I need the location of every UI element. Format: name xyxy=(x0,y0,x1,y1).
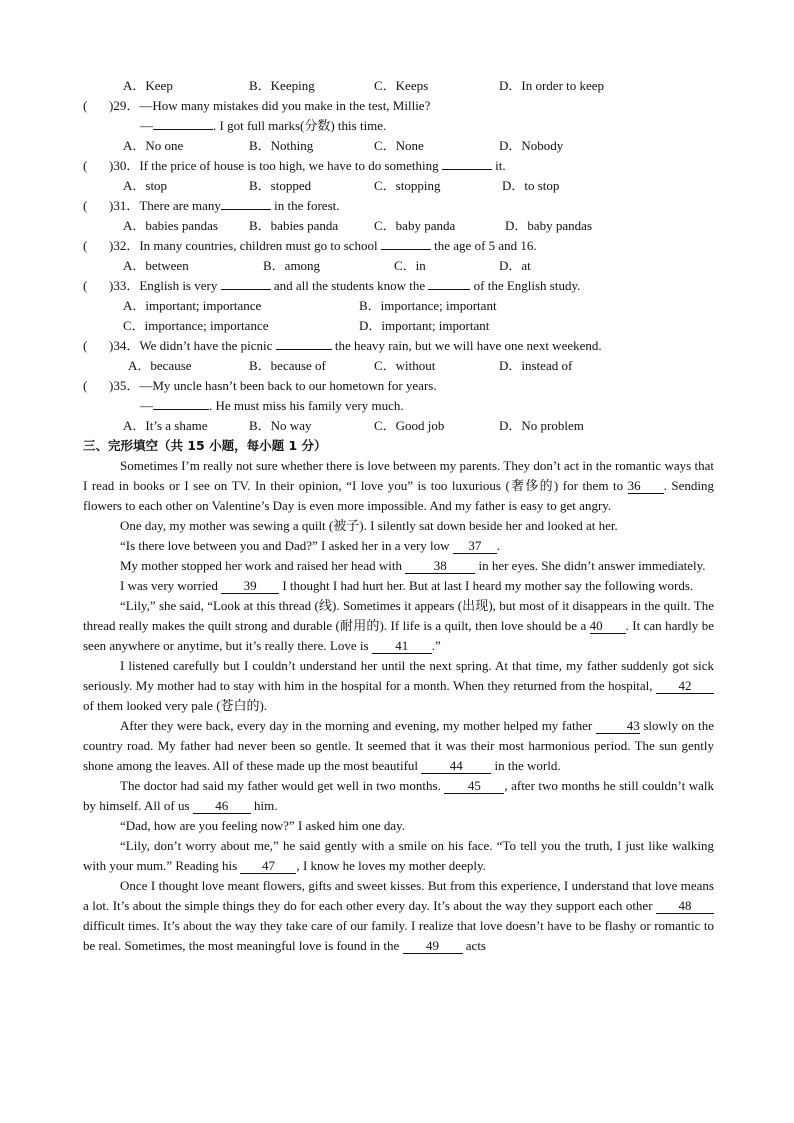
passage-paragraph: Once I thought love meant flowers, gifts and sweet kisses. But from this experience, I understand that love means a lot. It’s about the simple things they do for each other every day. It’s about the way they support each other 48 difficult times. It’s about the way they take care of our family. I realize that love doesn’t have to be flashy or romantic to be real. Sometimes, the most meaningful love is found in the 49 acts xyxy=(83,878,714,953)
q32-option-c: C．in xyxy=(394,258,426,273)
q33-options-cd xyxy=(83,316,714,336)
question-text: and all the students know the xyxy=(270,278,429,293)
q35-line2 xyxy=(83,396,714,416)
q33-option-d: D．important; important xyxy=(359,318,490,333)
q33-option-c: C．importance; importance xyxy=(123,318,269,333)
answer-paren: ( xyxy=(83,198,88,213)
answer-blank xyxy=(221,209,271,210)
passage-paragraph: “Is there love between you and Dad?” I asked her in a very low 37 . xyxy=(120,538,501,553)
q34-option-b: B．because of xyxy=(249,358,326,373)
passage-paragraph: I was very worried 39 I thought I had hurt her. But at last I heard my mother say the following words. xyxy=(120,578,694,593)
q31-option-b: B．babies panda xyxy=(249,218,339,233)
q35-option-a: A．It’s a shame xyxy=(123,418,208,433)
question-text: —How many mistakes did you make in the test, Millie? xyxy=(139,98,431,113)
exam-page xyxy=(83,76,714,956)
q34-option-a: A．because xyxy=(128,358,192,373)
passage-paragraph: “Lily,” she said, “Look at this thread (线). Sometimes it appears (出现), but most of it disappears in the quilt. The thread really makes the quilt strong and durable (耐用的). If life is a quilt, then love should be a 40 . It can hardly be seen anywhere or anytime, but it’s really there. Love is 41 .” xyxy=(83,598,714,653)
q29-option-b: B．Nothing xyxy=(249,138,314,153)
question-text: There are many xyxy=(139,198,221,213)
question-number: )31． xyxy=(109,198,140,213)
passage-paragraph: My mother stopped her work and raised her head with 38 in her eyes. She didn’t answer immediately. xyxy=(120,558,706,573)
dash: — xyxy=(140,398,153,413)
passage-paragraph: “Lily, don’t worry about me,” he said gently with a smile on his face. “To tell you the truth, I just like walking with your mum.” Reading his 47 , I know he loves my mother deeply. xyxy=(83,838,714,873)
q33-option-b: B．importance; important xyxy=(359,298,497,313)
question-text: We didn’t have the picnic xyxy=(139,338,276,353)
cloze-blank-44: 44 xyxy=(421,758,491,774)
q34-option-c: C．without xyxy=(374,358,436,373)
q32-options xyxy=(83,256,714,276)
answer-paren: ( xyxy=(83,158,88,173)
q30-option-a: A．stop xyxy=(123,178,168,193)
cloze-blank-43: 43 xyxy=(596,718,640,734)
question-number: )33． xyxy=(109,278,140,293)
q29-option-d: D．Nobody xyxy=(499,138,564,153)
answer-blank xyxy=(442,169,492,170)
question-number: )34． xyxy=(109,338,140,353)
q28-option-a: A．Keep xyxy=(123,78,173,93)
question-number: )35． xyxy=(109,378,140,393)
passage-paragraph: After they were back, every day in the morning and evening, my mother helped my father 43 slowly on the country road. My father had never been so gentle. It seemed that it was their most harmonious period. The sun gently shone among the leaves. All of these made up the most beautiful 44 in the world. xyxy=(83,718,714,773)
question-number: )32． xyxy=(109,238,140,253)
passage-paragraph: I listened carefully but I couldn’t understand her until the next spring. At that time, my father suddenly got sick seriously. My mother had to stay with him in the hospital for a month. When they returned from the hospital, 42 of them looked very pale (苍白的). xyxy=(83,658,714,713)
question-text: of the English study. xyxy=(470,278,581,293)
cloze-blank-47: 47 xyxy=(240,858,296,874)
q28-options xyxy=(83,76,714,96)
question-number: )29． xyxy=(109,98,140,113)
cloze-blank-36: 36 xyxy=(628,478,664,494)
dash: — xyxy=(140,118,153,133)
cloze-blank-49: 49 xyxy=(403,938,463,954)
cloze-blank-37: 37 xyxy=(453,538,497,554)
q35-option-d: D．No problem xyxy=(499,418,584,433)
q30-option-c: C．stopping xyxy=(374,178,441,193)
cloze-blank-48: 48 xyxy=(656,898,714,914)
question-text: it. xyxy=(491,158,506,173)
answer-paren: ( xyxy=(83,238,88,253)
question-number: )30． xyxy=(109,158,140,173)
answer-blank xyxy=(153,409,209,410)
q32-stem xyxy=(83,236,714,256)
q29-line2 xyxy=(83,116,714,136)
question-text: the heavy rain, but we will have one next weekend. xyxy=(331,338,602,353)
passage-paragraph: “Dad, how are you feeling now?” I asked him one day. xyxy=(120,818,406,833)
answer-blank xyxy=(153,129,213,130)
q30-options xyxy=(83,176,714,196)
answer-blank xyxy=(221,289,271,290)
q32-option-d: D．at xyxy=(499,258,531,273)
cloze-passage xyxy=(83,456,714,956)
question-text: the age of 5 and 16. xyxy=(430,238,537,253)
question-text: —My uncle hasn’t been back to our hometown for years. xyxy=(139,378,437,393)
answer-paren: ( xyxy=(83,378,88,393)
q31-stem xyxy=(83,196,714,216)
q31-option-c: C．baby panda xyxy=(374,218,456,233)
q29-option-c: C．None xyxy=(374,138,424,153)
q34-option-d: D．instead of xyxy=(499,358,573,373)
question-text: . He must miss his family very much. xyxy=(209,398,404,413)
q35-option-b: B．No way xyxy=(249,418,312,433)
cloze-blank-41: 41 xyxy=(372,638,432,654)
q29-option-a: A．No one xyxy=(123,138,184,153)
section-heading: 三、完形填空（共 15 小题，每小题 1 分） xyxy=(83,438,327,453)
passage-paragraph: The doctor had said my father would get well in two months. 45 , after two months he still couldn’t walk by himself. All of us 46 him. xyxy=(83,778,714,813)
question-text: in the forest. xyxy=(270,198,340,213)
cloze-blank-40: 40 xyxy=(590,618,626,634)
q30-option-b: B．stopped xyxy=(249,178,312,193)
answer-blank xyxy=(428,289,470,290)
q34-stem xyxy=(83,336,714,356)
q32-option-b: B．among xyxy=(263,258,321,273)
question-text: . I got full marks(分数) this time. xyxy=(213,118,387,133)
q28-option-b: B．Keeping xyxy=(249,78,315,93)
q33-option-a: A．important; importance xyxy=(123,298,262,313)
answer-paren: ( xyxy=(83,278,88,293)
q35-options xyxy=(83,416,714,436)
q30-stem xyxy=(83,156,714,176)
q29-options xyxy=(83,136,714,156)
answer-blank xyxy=(381,249,431,250)
cloze-blank-42: 42 xyxy=(656,678,714,694)
answer-paren: ( xyxy=(83,338,88,353)
q31-options xyxy=(83,216,714,236)
q35-option-c: C．Good job xyxy=(374,418,445,433)
cloze-blank-38: 38 xyxy=(405,558,475,574)
q30-option-d: D．to stop xyxy=(502,178,560,193)
q31-option-d: D．baby pandas xyxy=(505,218,593,233)
question-text: In many countries, children must go to school xyxy=(139,238,381,253)
cloze-blank-39: 39 xyxy=(221,578,279,594)
cloze-blank-45: 45 xyxy=(444,778,504,794)
q29-stem xyxy=(83,96,714,116)
q35-stem xyxy=(83,376,714,396)
passage-paragraph: Sometimes I’m really not sure whether there is love between my parents. They don’t act in the romantic ways that I read in books or I see on TV. In their opinion, “I love you” is too luxurious (奢侈的) for them to 36 . Sending flowers to each other on Valentine’s Day is even more impossible. And my father is easy to get angry. xyxy=(83,458,714,513)
question-text: English is very xyxy=(139,278,221,293)
q33-options-ab xyxy=(83,296,714,316)
passage-paragraph: One day, my mother was sewing a quilt (被子). I silently sat down beside her and looked at her. xyxy=(120,518,618,533)
cloze-blank-46: 46 xyxy=(193,798,251,814)
q28-option-d: D．In order to keep xyxy=(499,78,605,93)
q34-options xyxy=(83,356,714,376)
question-text: If the price of house is too high, we have to do something xyxy=(139,158,442,173)
answer-paren: ( xyxy=(83,98,88,113)
q32-option-a: A．between xyxy=(123,258,189,273)
q31-option-a: A．babies pandas xyxy=(123,218,218,233)
q33-stem xyxy=(83,276,714,296)
answer-blank xyxy=(276,349,332,350)
q28-option-c: C．Keeps xyxy=(374,78,429,93)
